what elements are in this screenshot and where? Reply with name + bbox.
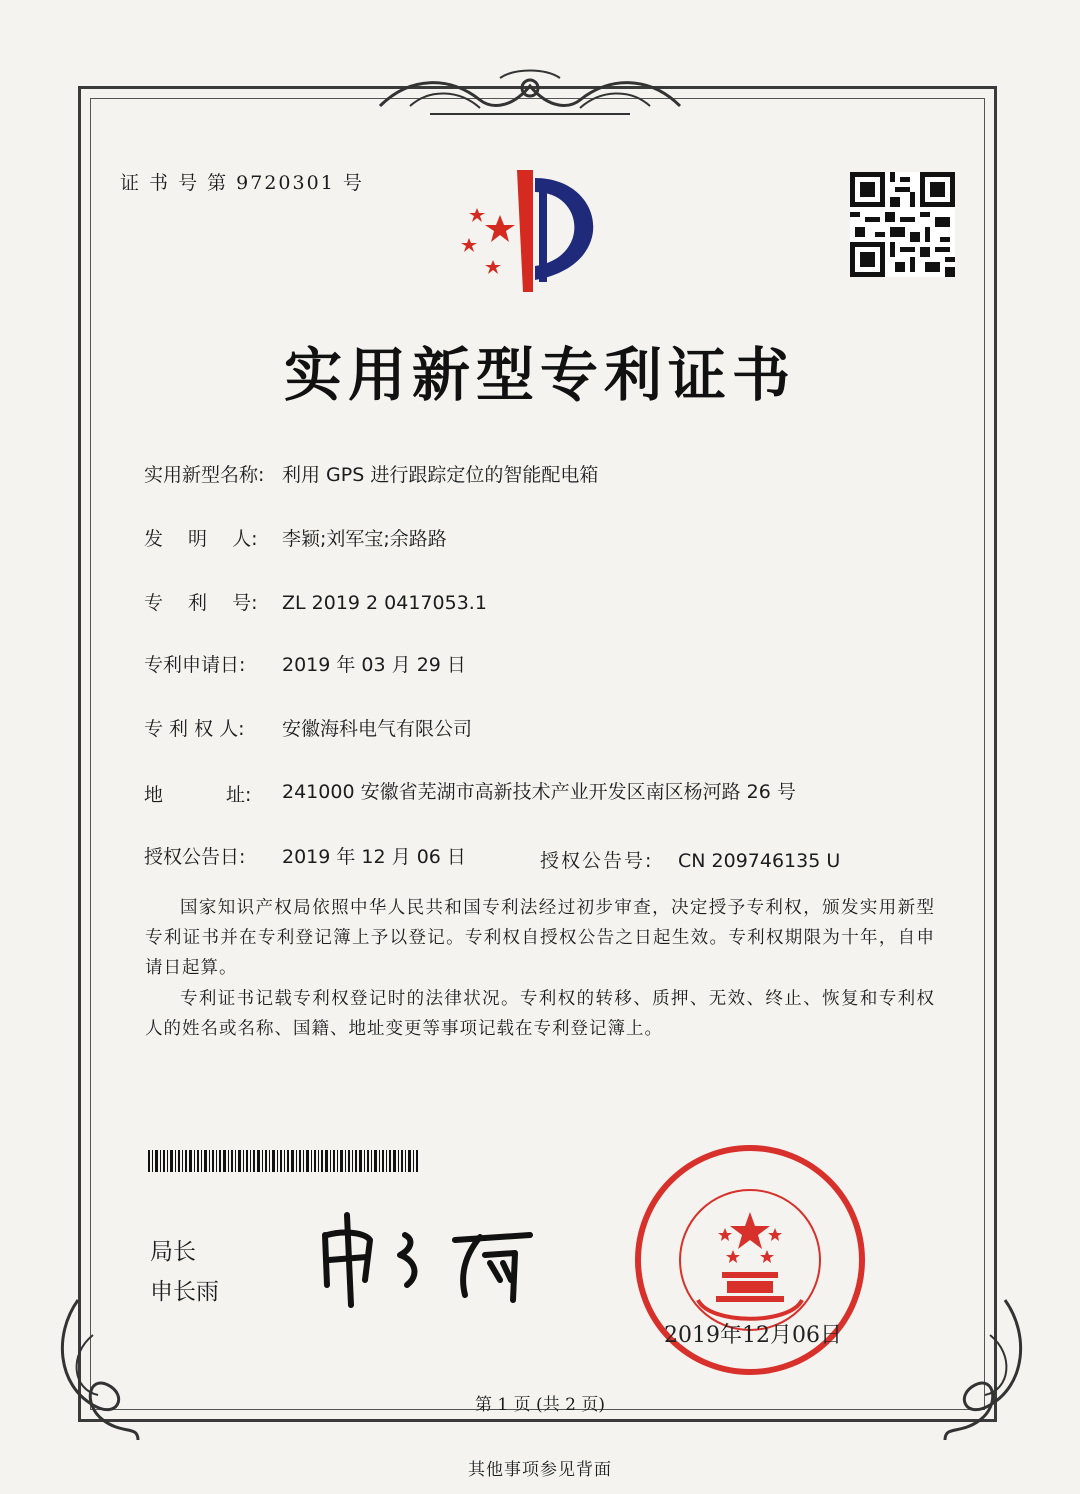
field-value: 2019 年 03 月 29 日 (282, 654, 466, 676)
field-value: CN 209746135 U (678, 850, 841, 872)
utility-model-name-row (144, 460, 598, 487)
director-title: 局长 (150, 1239, 196, 1265)
body-paragraph: 国家知识产权局依照中华人民共和国专利法经过初步审查，决定授予专利权，颁发实用新型专利证书并在专利登记簿上予以登记。专利权自授权公告之日起生效。专利权期限为十年，自申请日起算。 (145, 898, 935, 978)
barcode-icon (148, 1150, 418, 1172)
field-label: 授权公告日: (144, 846, 246, 868)
corner-ornament-icon (940, 1295, 1035, 1445)
field-value: 241000 安徽省芜湖市高新技术产业开发区南区杨河路 26 号 (282, 781, 796, 803)
publication-number-row (540, 846, 840, 873)
corner-ornament-icon (48, 1295, 143, 1445)
seal-date: 2019年12月06日 (664, 1323, 842, 1348)
patent-number-row (144, 588, 487, 615)
handwritten-signature-icon (315, 1205, 555, 1315)
field-value: ZL 2019 2 0417053.1 (282, 592, 487, 614)
inventor-row (144, 524, 447, 551)
field-value: 安徽海科电气有限公司 (282, 718, 473, 740)
field-value: 利用 GPS 进行跟踪定位的智能配电箱 (282, 464, 599, 486)
body-paragraph: 专利证书记载专利权登记时的法律状况。专利权的转移、质押、无效、终止、恢复和专利权人的姓名或名称、国籍、地址变更等事项记载在专利登记簿上。 (145, 989, 935, 1039)
page-title: 实用新型专利证书 (283, 341, 796, 409)
field-label: 实用新型名称: (144, 464, 265, 486)
director-name: 申长雨 (150, 1279, 219, 1305)
certificate-number: 证 书 号 第 9720301 号 (120, 172, 364, 194)
grant-date-row (144, 842, 466, 869)
footer-note: 其他事项参见背面 (468, 1460, 612, 1480)
field-label: 专 利 号: (144, 592, 258, 614)
field-value: 李颖;刘军宝;余路路 (282, 528, 447, 550)
address-row (144, 780, 802, 807)
qr-code-icon (850, 172, 955, 277)
ornamental-crest-icon (370, 66, 690, 122)
field-label: 授权公告号: (540, 850, 654, 872)
field-label: 专 利 权 人: (144, 718, 245, 740)
application-date-row (144, 650, 466, 677)
field-label: 地 址: (144, 784, 252, 806)
page-indicator: 第 1 页 (共 2 页) (475, 1395, 605, 1415)
field-value: 2019 年 12 月 06 日 (282, 846, 466, 868)
cnipa-logo-icon (455, 170, 615, 295)
field-label: 发 明 人: (144, 528, 258, 550)
field-label: 专利申请日: (144, 654, 246, 676)
patent-holder-row (144, 714, 472, 741)
